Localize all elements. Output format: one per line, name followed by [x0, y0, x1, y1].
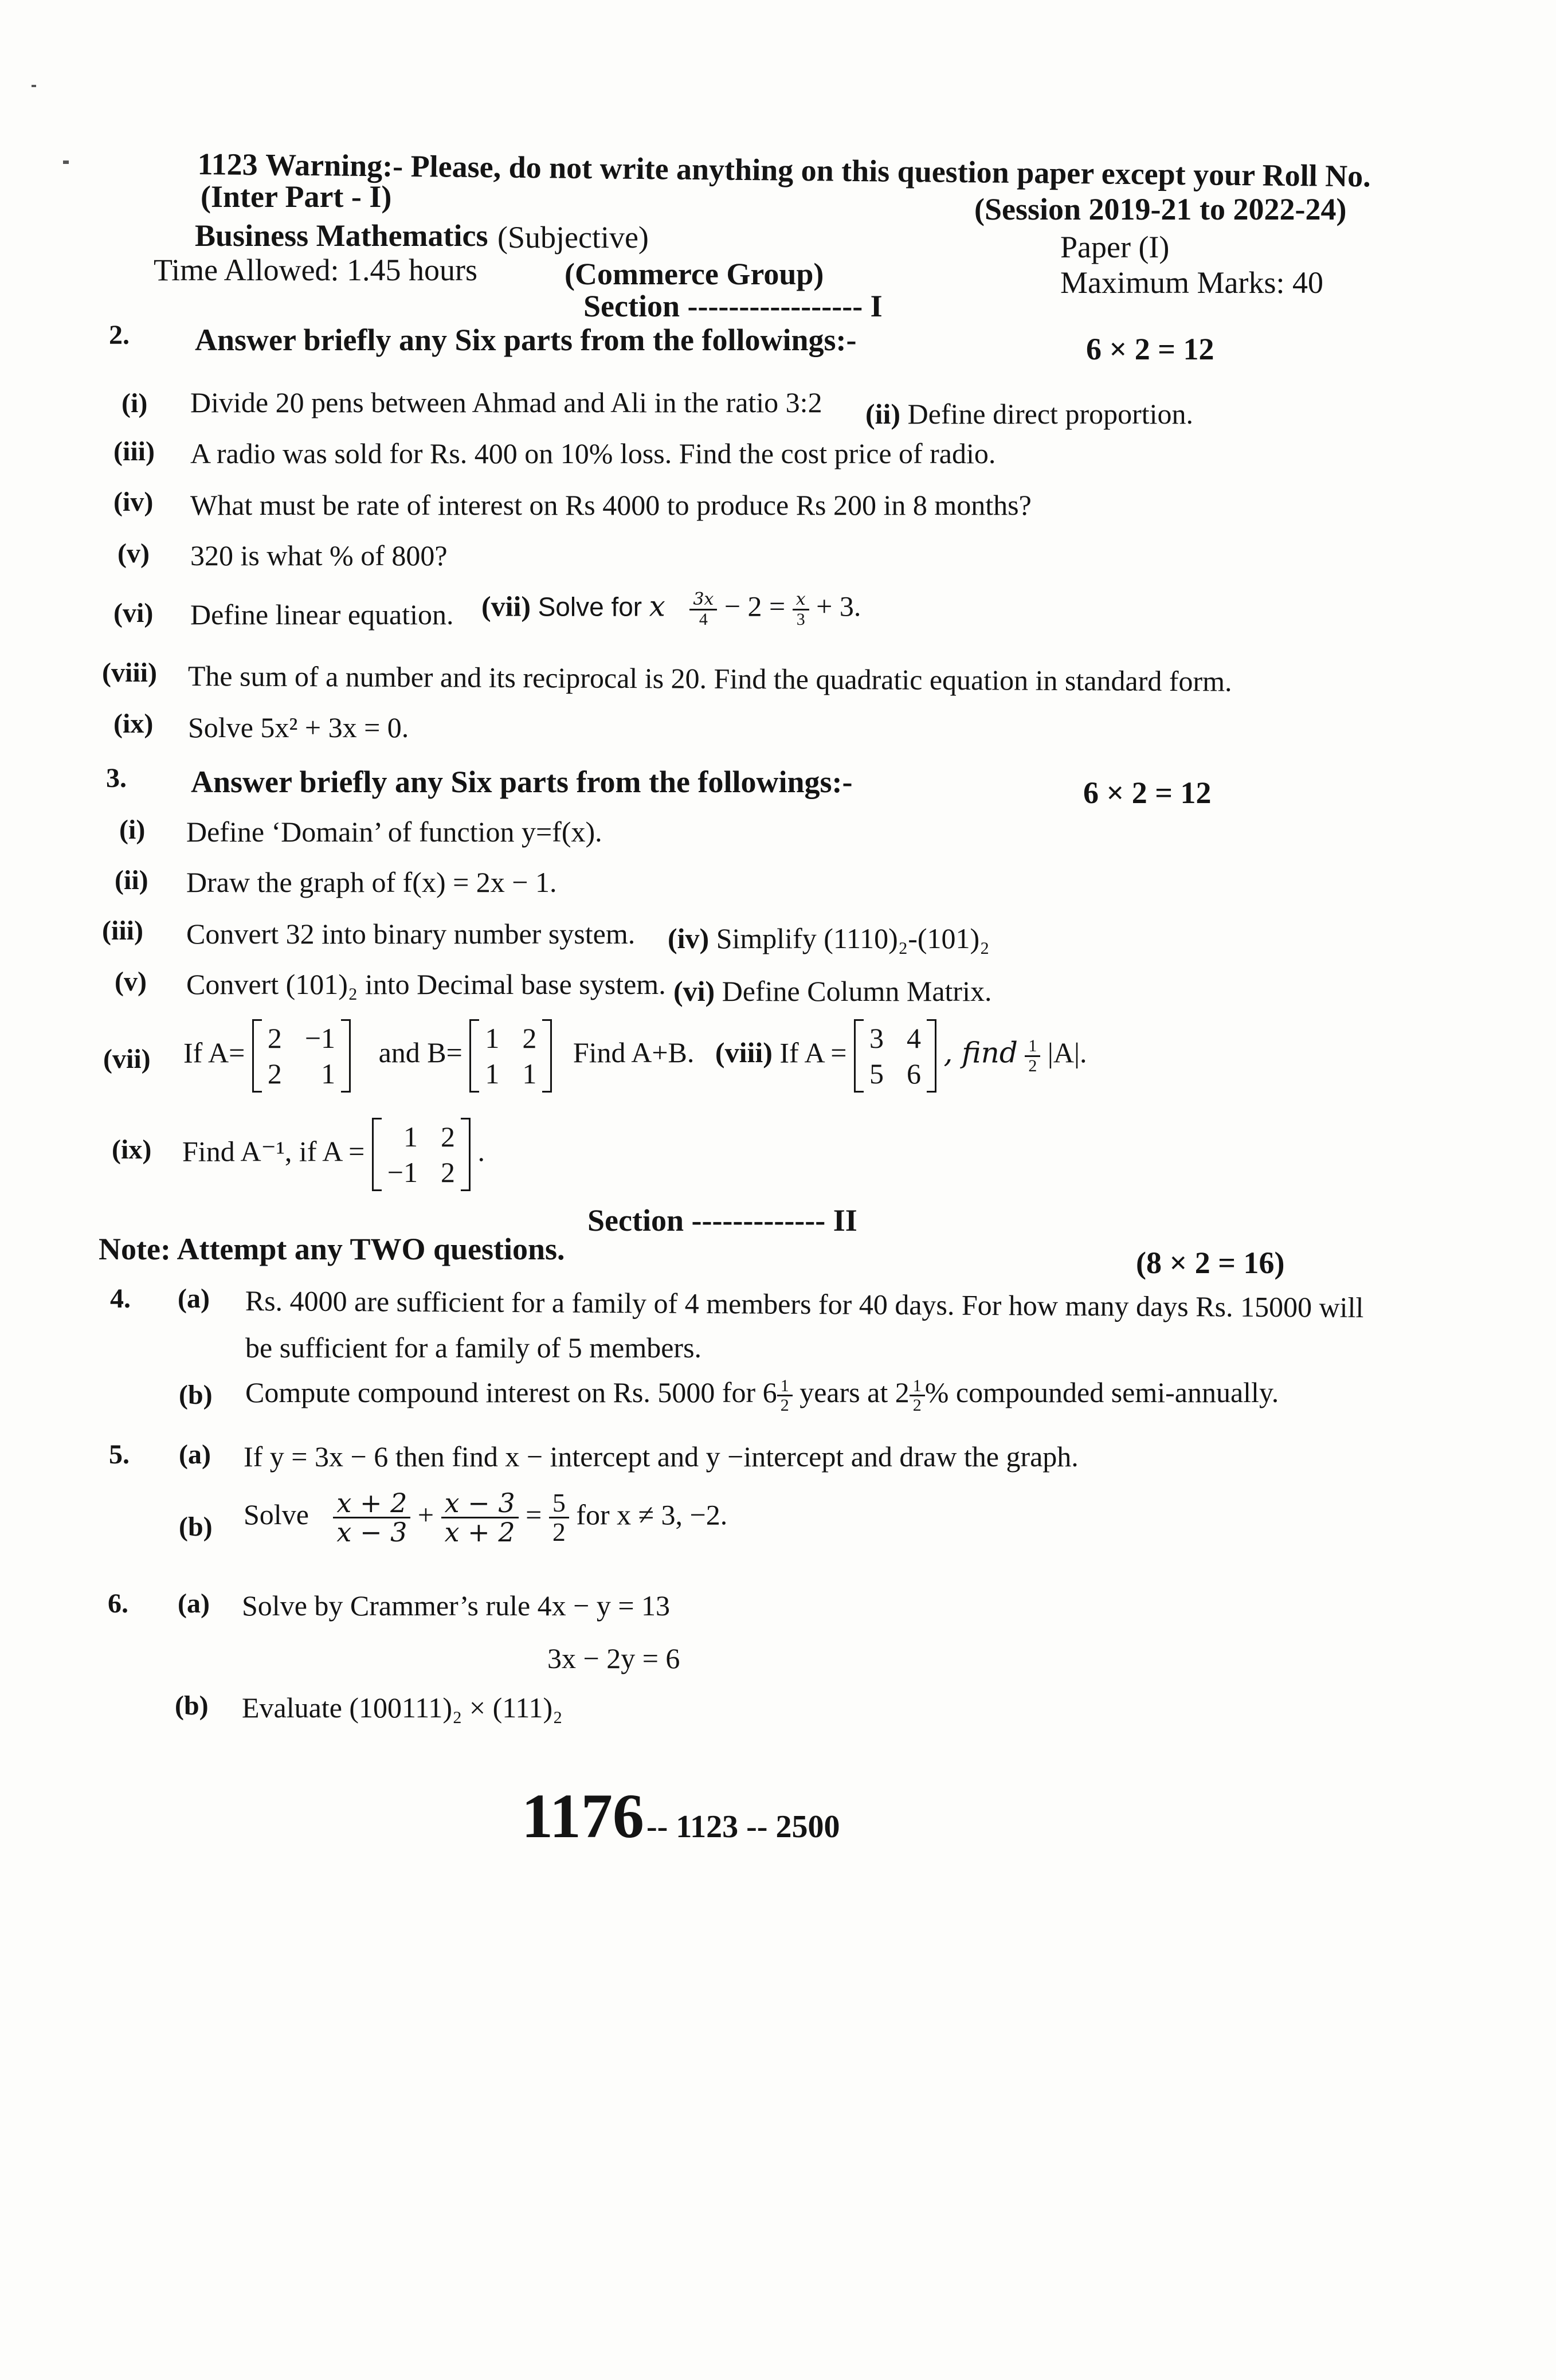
q2-v-label: (v) [117, 538, 150, 569]
q2-iii-label: (iii) [113, 436, 155, 467]
q3-i-label: (i) [119, 815, 146, 845]
q2-v-text: 320 is what % of 800? [190, 539, 448, 571]
denominator: 3 [796, 609, 805, 629]
q6-b-label: (b) [175, 1690, 209, 1721]
q5-b-label: (b) [179, 1512, 213, 1542]
q2-viii-text: The sum of a number and its reciprocal is 20. Find the quadratic equation in standard form. [187, 660, 1232, 698]
q3-viii-find: , find [943, 1036, 1018, 1070]
q3-ii-text: Draw the graph of f(x) = 2x − 1. [186, 866, 557, 898]
denominator: 2 [1028, 1056, 1037, 1075]
q3-ix-text: Find A⁻¹, if A = [182, 1135, 365, 1168]
q4-b-fraction-2 [910, 1377, 925, 1415]
paper-number: Paper (I) [1060, 230, 1170, 264]
matrix-d-cells [382, 1118, 461, 1191]
q2-vii-text: Solve for [538, 592, 642, 622]
q4-a-label: (a) [178, 1283, 210, 1314]
q5-b-solve: Solve [244, 1498, 309, 1531]
q3-vi-text: Define Column Matrix. [722, 975, 992, 1007]
denominator: 2 [912, 1396, 922, 1415]
denominator: 4 [699, 609, 708, 629]
q4-a-text-1: Rs. 4000 are sufficient for a family of 4 members for 40 days. For how many days Rs. 15000 will [245, 1285, 1364, 1324]
note-text: Attempt any TWO questions. [177, 1232, 565, 1266]
section-one-title: Section ----------------- I [583, 289, 883, 323]
matrix-cell: 5 [869, 1058, 884, 1090]
q2-ix-text: Solve 5x² + 3x = 0. [188, 711, 409, 743]
q5-b-fraction-2 [441, 1489, 519, 1547]
q2-number: 2. [109, 320, 130, 350]
warning-label: Warning:- [265, 147, 403, 183]
q3-viii-label: (viii) [715, 1036, 773, 1069]
section-two-title: Section ------------- II [587, 1203, 857, 1238]
matrix-cell: 4 [907, 1022, 921, 1054]
numerator: 1 [777, 1377, 793, 1397]
numerator: x + 2 [333, 1489, 410, 1518]
note-label: Note: [99, 1232, 171, 1266]
subjective-label: (Subjective) [497, 220, 649, 255]
q2-viii-label: (viii) [102, 657, 157, 688]
bracket-left [469, 1019, 479, 1093]
time-allowed: Time Allowed: 1.45 hours [154, 253, 478, 287]
q3-iv [668, 922, 990, 955]
bracket-left [854, 1019, 864, 1093]
bracket-left [252, 1019, 262, 1093]
bracket-right [927, 1019, 936, 1093]
matrix-c-cells [864, 1019, 927, 1093]
q3-ii-label: (ii) [115, 865, 148, 895]
bracket-right [461, 1118, 471, 1191]
q6-a-equation-2: 3x − 2y = 6 [547, 1642, 680, 1674]
denominator: x + 2 [444, 1517, 515, 1548]
q6-a-label: (a) [178, 1588, 210, 1619]
bracket-left [372, 1118, 382, 1191]
footer-code-rest: -- 1123 -- 2500 [646, 1809, 840, 1845]
numerator: 1 [910, 1377, 925, 1397]
q2-iv-text: What must be rate of interest on Rs 4000 to produce Rs 200 in 8 months? [190, 489, 1032, 521]
q2-i-label: (i) [121, 388, 148, 418]
q3-ix: Find A⁻¹, if A = 1 2 −1 2 . [182, 1118, 485, 1191]
q3-viii-fraction [1025, 1037, 1040, 1075]
note [99, 1231, 565, 1267]
q2-vii-label: (vii) [481, 590, 531, 623]
q2-iii-text: A radio was sold for Rs. 400 on 10% loss. Find the cost price of radio. [190, 437, 996, 469]
q2-vi-text: Define linear equation. [190, 598, 454, 631]
q5-number: 5. [109, 1439, 130, 1470]
q4-a-text-2: be sufficient for a family of 5 members. [245, 1332, 702, 1364]
q6-a-text: Solve by Crammer’s rule 4x − y = 13 [242, 1590, 671, 1622]
max-marks: Maximum Marks: 40 [1060, 265, 1323, 300]
matrix-b [469, 1019, 552, 1093]
section-two-marks: (8 × 2 = 16) [1136, 1246, 1285, 1280]
matrix-c [854, 1019, 936, 1093]
q4-b-fraction-1 [777, 1377, 793, 1415]
bracket-right [341, 1019, 351, 1093]
q5-a-text: If y = 3x − 6 then find x − intercept and y −intercept and draw the graph. [244, 1440, 1079, 1473]
session: (Session 2019-21 to 2022-24) [974, 192, 1347, 226]
matrix-cell: 3 [869, 1022, 884, 1054]
group-label: (Commerce Group) [565, 257, 824, 291]
denominator: x − 3 [336, 1517, 407, 1548]
numerator: 5 [549, 1489, 569, 1518]
matrix-cell: 1 [522, 1058, 537, 1090]
q2-i-text: Divide 20 pens between Ahmad and Ali in the ratio 3:2 [190, 386, 822, 418]
q3-vii-and: and B= [378, 1036, 463, 1069]
q2-vii-fraction-1 [689, 590, 717, 628]
q2-vi-label: (vi) [113, 598, 154, 628]
plus-sign: + [417, 1498, 434, 1531]
matrix-cell: 1 [403, 1121, 418, 1153]
q6-number: 6. [108, 1588, 128, 1619]
subject: Business Mathematics [195, 218, 488, 253]
numerator: 1 [1025, 1037, 1040, 1057]
q3-ix-label: (ix) [112, 1134, 152, 1165]
q3-viii-if: If A = [779, 1036, 847, 1069]
q2-heading: Answer briefly any Six parts from the followings:- [195, 323, 857, 357]
matrix-cell: 2 [440, 1121, 455, 1153]
q3-vii-find: Find A+B. [573, 1036, 695, 1069]
q5-a-label: (a) [179, 1439, 211, 1470]
q3-iv-text: Simplify (1110)₂-(101)₂ [716, 922, 990, 954]
matrix-cell: 1 [485, 1022, 500, 1054]
matrix-b-cells [479, 1019, 542, 1093]
matrix-cell: −1 [304, 1022, 336, 1054]
matrix-cell: 2 [522, 1022, 537, 1054]
matrix-cell: 1 [321, 1058, 336, 1090]
q5-b-fraction-1 [333, 1489, 410, 1547]
matrix-a [252, 1019, 351, 1093]
q3-iv-label: (iv) [668, 922, 710, 954]
q3-viii-end: |A|. [1047, 1036, 1087, 1069]
q4-b-text-1: Compute compound interest on Rs. 5000 for 6 [245, 1376, 777, 1408]
numerator: x [793, 590, 809, 610]
q2-ix-label: (ix) [113, 708, 154, 739]
q5-b [244, 1489, 727, 1547]
q4-b-label: (b) [179, 1380, 213, 1410]
q3-heading: Answer briefly any Six parts from the followings:- [191, 765, 853, 799]
denominator: 2 [780, 1396, 789, 1415]
q4-b [245, 1376, 1279, 1415]
q3-i-text: Define ‘Domain’ of function y=f(x). [186, 816, 602, 848]
matrix-cell: 1 [485, 1058, 500, 1090]
matrix-a-cells [262, 1019, 341, 1093]
matrix-cell: 2 [440, 1156, 455, 1188]
equals-sign: = [526, 1498, 542, 1531]
q5-b-condition: for x ≠ 3, −2. [576, 1498, 728, 1531]
q2-vii-mid: − 2 = [724, 590, 786, 623]
denominator: 2 [552, 1517, 566, 1547]
q2-vii-var: x [649, 589, 665, 623]
q3-v-text: Convert (101)₂ into Decimal base system. [186, 968, 666, 1000]
matrix-cell: 2 [267, 1058, 282, 1090]
q3-vi [673, 974, 991, 1008]
matrix-cell: 2 [267, 1022, 282, 1054]
matrix-cell: −1 [387, 1156, 418, 1188]
bracket-right [542, 1019, 552, 1093]
q3-vii [183, 1019, 1087, 1093]
q3-number: 3. [106, 763, 127, 793]
q5-b-fraction-3 [549, 1489, 569, 1547]
q4-b-text-2: years at 2 [799, 1376, 910, 1408]
q2-vii-end: + 3. [816, 590, 861, 623]
matrix-d [372, 1118, 471, 1191]
numerator: 3x [689, 590, 717, 610]
q2-iv-label: (iv) [113, 487, 154, 517]
q4-b-text-3: % compounded semi-annually. [924, 1376, 1279, 1408]
warning-text: Please, do not write anything on this question paper except your Roll No. [410, 148, 1371, 194]
q4-number: 4. [110, 1283, 131, 1314]
q2-vii [481, 590, 861, 628]
scan-mark [32, 85, 36, 87]
q2-marks: 6 × 2 = 12 [1086, 332, 1214, 366]
q2-ii [865, 397, 1193, 430]
q2-ii-text: Define direct proportion. [907, 398, 1194, 430]
inter-part: (Inter Part - I) [201, 179, 392, 214]
q3-vi-label: (vi) [673, 975, 715, 1007]
footer-code [522, 1780, 840, 1853]
q2-ii-label: (ii) [865, 398, 901, 430]
scan-mark [63, 161, 69, 164]
q2-vii-fraction-2 [793, 590, 809, 628]
q6-b-text: Evaluate (100111)₂ × (111)₂ [242, 1692, 563, 1724]
footer-code-big: 1176 [522, 1781, 644, 1851]
q3-vii-if: If A= [183, 1036, 245, 1069]
q3-iii-label: (iii) [102, 915, 143, 946]
q3-iii-text: Convert 32 into binary number system. [186, 918, 636, 950]
q3-vii-label: (vii) [103, 1044, 151, 1074]
numerator: x − 3 [441, 1489, 519, 1518]
q3-marks: 6 × 2 = 12 [1083, 776, 1212, 810]
matrix-cell: 6 [907, 1058, 921, 1090]
q3-v-label: (v) [115, 966, 147, 997]
paper-code: 1123 [197, 146, 258, 182]
